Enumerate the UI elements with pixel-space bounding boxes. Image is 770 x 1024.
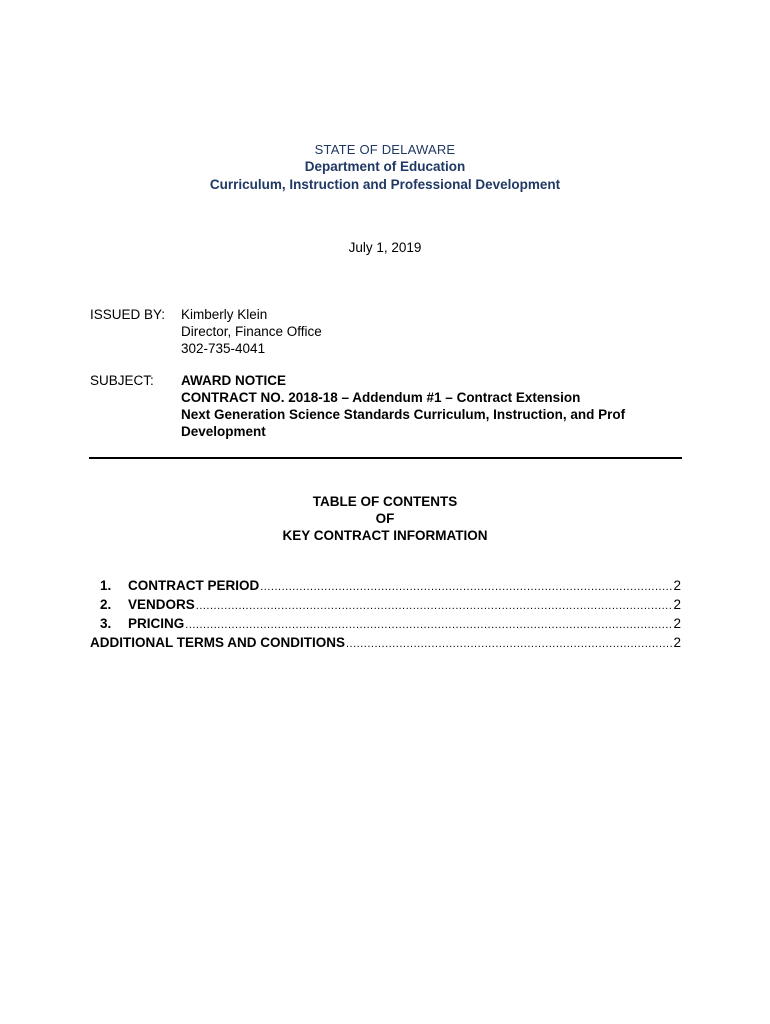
issued-by-label: ISSUED BY: xyxy=(90,307,166,322)
toc-entry-text: VENDORS xyxy=(128,597,195,612)
subject-line-1: AWARD NOTICE xyxy=(181,373,287,388)
subject-label: SUBJECT: xyxy=(90,373,154,388)
toc-entry-page: 2 xyxy=(673,635,681,650)
toc-entry-page: 2 xyxy=(673,597,681,612)
issuer-name: Kimberly Klein xyxy=(181,307,268,322)
issued-by-details xyxy=(181,306,641,357)
toc-title-line-2: OF xyxy=(375,511,395,526)
toc-entry-contract-period[interactable] xyxy=(90,577,681,596)
toc-title-line-1: TABLE OF CONTENTS xyxy=(312,494,458,509)
toc-leader-dots xyxy=(346,636,672,653)
toc-entry-page: 2 xyxy=(673,578,681,593)
issuer-title: Director, Finance Office xyxy=(181,324,322,339)
toc-title-line-3: KEY CONTRACT INFORMATION xyxy=(282,528,488,543)
subject-line-3: Next Generation Science Standards Curriculum, Instruction, and Prof xyxy=(181,407,626,422)
toc-entry-number: 1. xyxy=(100,578,112,593)
toc-entry-text: PRICING xyxy=(128,616,185,631)
table-of-contents xyxy=(90,577,681,653)
toc-heading xyxy=(0,493,770,544)
toc-entry-page: 2 xyxy=(673,616,681,631)
toc-entry-number: 3. xyxy=(100,616,112,631)
division-name: Curriculum, Instruction and Professional Development xyxy=(209,177,561,192)
horizontal-divider xyxy=(89,457,682,459)
toc-leader-dots xyxy=(260,579,672,596)
subject-line-2: CONTRACT NO. 2018-18 – Addendum #1 – Contract Extension xyxy=(181,390,581,405)
toc-entry-text: CONTRACT PERIOD xyxy=(128,578,260,593)
issue-date: July 1, 2019 xyxy=(348,240,422,255)
issuer-phone: 302-735-4041 xyxy=(181,341,266,356)
toc-entry-text: ADDITIONAL TERMS AND CONDITIONS xyxy=(90,635,345,650)
letterhead xyxy=(0,141,770,194)
toc-entry-vendors[interactable] xyxy=(90,596,681,615)
toc-entry-pricing[interactable] xyxy=(90,615,681,634)
state-name: STATE OF DELAWARE xyxy=(314,142,456,157)
toc-leader-dots xyxy=(196,598,673,615)
toc-leader-dots xyxy=(185,617,672,634)
subject-details xyxy=(181,372,641,440)
department-name: Department of Education xyxy=(304,159,466,174)
toc-entry-number: 2. xyxy=(100,597,112,612)
subject-line-4: Development xyxy=(181,424,266,439)
toc-entry-additional-terms[interactable] xyxy=(90,634,681,653)
